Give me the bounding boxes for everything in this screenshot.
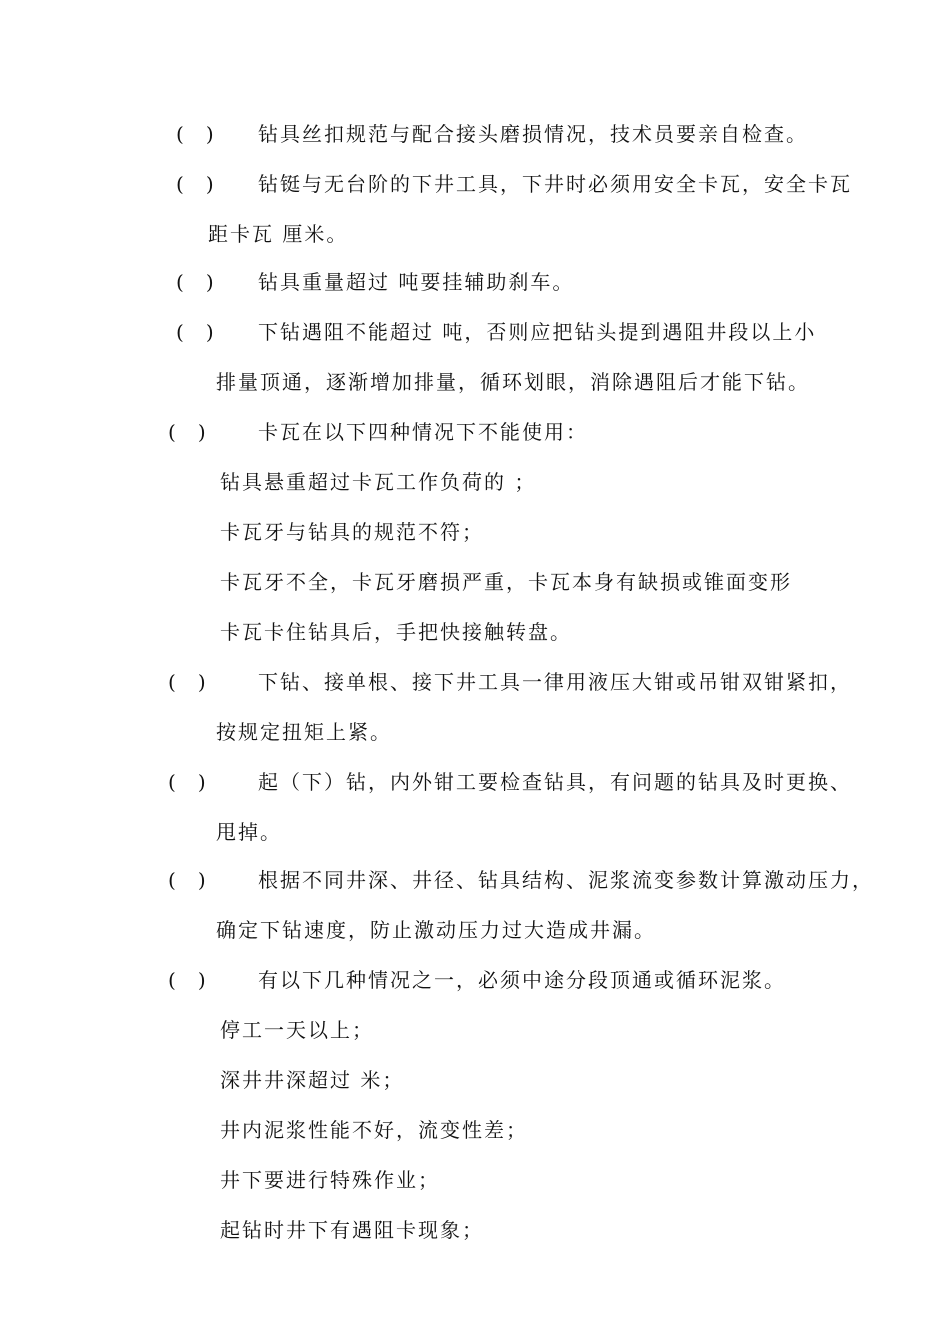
item-3-line-1: 钻具重量超过 吨要挂辅助刹车。 [258, 270, 575, 294]
item-5-line-1: 卡瓦在以下四种情况下不能使用： [258, 420, 588, 444]
item-6-marker [168, 668, 206, 696]
close-paren: ) [205, 270, 214, 294]
item-7-marker [168, 768, 206, 796]
item-2-marker [176, 170, 214, 198]
item-9-sub-1: 停工一天以上； [220, 1018, 374, 1042]
item-9-sub-2: 深井井深超过 米； [220, 1068, 405, 1092]
open-paren: ( [176, 320, 184, 344]
item-9-sub-5: 起钻时井下有遇阻卡现象； [220, 1218, 484, 1242]
item-8-marker [168, 866, 206, 894]
open-paren: ( [176, 270, 184, 294]
open-paren: ( [176, 122, 184, 146]
item-6-line-2: 按规定扭矩上紧。 [216, 720, 392, 744]
item-7-line-1: 起（下）钻，内外钳工要检查钻具，有问题的钻具及时更换、 [258, 770, 852, 794]
item-9-line-1: 有以下几种情况之一，必须中途分段顶通或循环泥浆。 [258, 968, 786, 992]
item-9-sub-3: 井内泥浆性能不好，流变性差； [220, 1118, 528, 1142]
item-7-line-2: 甩掉。 [216, 820, 282, 844]
close-paren: ) [197, 770, 206, 794]
item-2-line-1: 钻铤与无台阶的下井工具，下井时必须用安全卡瓦，安全卡瓦 [258, 172, 852, 196]
close-paren: ) [205, 320, 214, 344]
item-5-sub-1: 钻具悬重超过卡瓦工作负荷的 ； [220, 470, 537, 494]
close-paren: ) [197, 420, 206, 444]
close-paren: ) [197, 968, 206, 992]
open-paren: ( [168, 968, 176, 992]
close-paren: ) [205, 122, 214, 146]
item-9-sub-4: 井下要进行特殊作业； [220, 1168, 440, 1192]
item-5-marker [168, 418, 206, 446]
item-4-marker [176, 318, 214, 346]
item-6-line-1: 下钻、接单根、接下井工具一律用液压大钳或吊钳双钳紧扣， [258, 670, 852, 694]
close-paren: ) [197, 868, 206, 892]
item-2-line-2: 距卡瓦 厘米。 [208, 222, 349, 246]
open-paren: ( [168, 868, 176, 892]
close-paren: ) [205, 172, 214, 196]
item-5-sub-2: 卡瓦牙与钻具的规范不符； [220, 520, 484, 544]
open-paren: ( [168, 770, 176, 794]
item-9-marker [168, 966, 206, 994]
item-8-line-1: 根据不同井深、井径、钻具结构、泥浆流变参数计算激动压力， [258, 868, 874, 892]
item-5-sub-3: 卡瓦牙不全，卡瓦牙磨损严重，卡瓦本身有缺损或锥面变形 [220, 570, 792, 594]
item-1-line-1: 钻具丝扣规范与配合接头磨损情况，技术员要亲自检查。 [258, 122, 808, 146]
open-paren: ( [168, 420, 176, 444]
item-1-marker [176, 120, 214, 148]
item-4-line-2: 排量顶通，逐渐增加排量，循环划眼，消除遇阻后才能下钻。 [216, 370, 810, 394]
item-4-line-1: 下钻遇阻不能超过 吨，否则应把钻头提到遇阻井段以上小 [258, 320, 817, 344]
open-paren: ( [168, 670, 176, 694]
close-paren: ) [197, 670, 206, 694]
open-paren: ( [176, 172, 184, 196]
item-5-sub-4: 卡瓦卡住钻具后，手把快接触转盘。 [220, 620, 572, 644]
item-3-marker [176, 268, 214, 296]
item-8-line-2: 确定下钻速度，防止激动压力过大造成井漏。 [216, 918, 656, 942]
